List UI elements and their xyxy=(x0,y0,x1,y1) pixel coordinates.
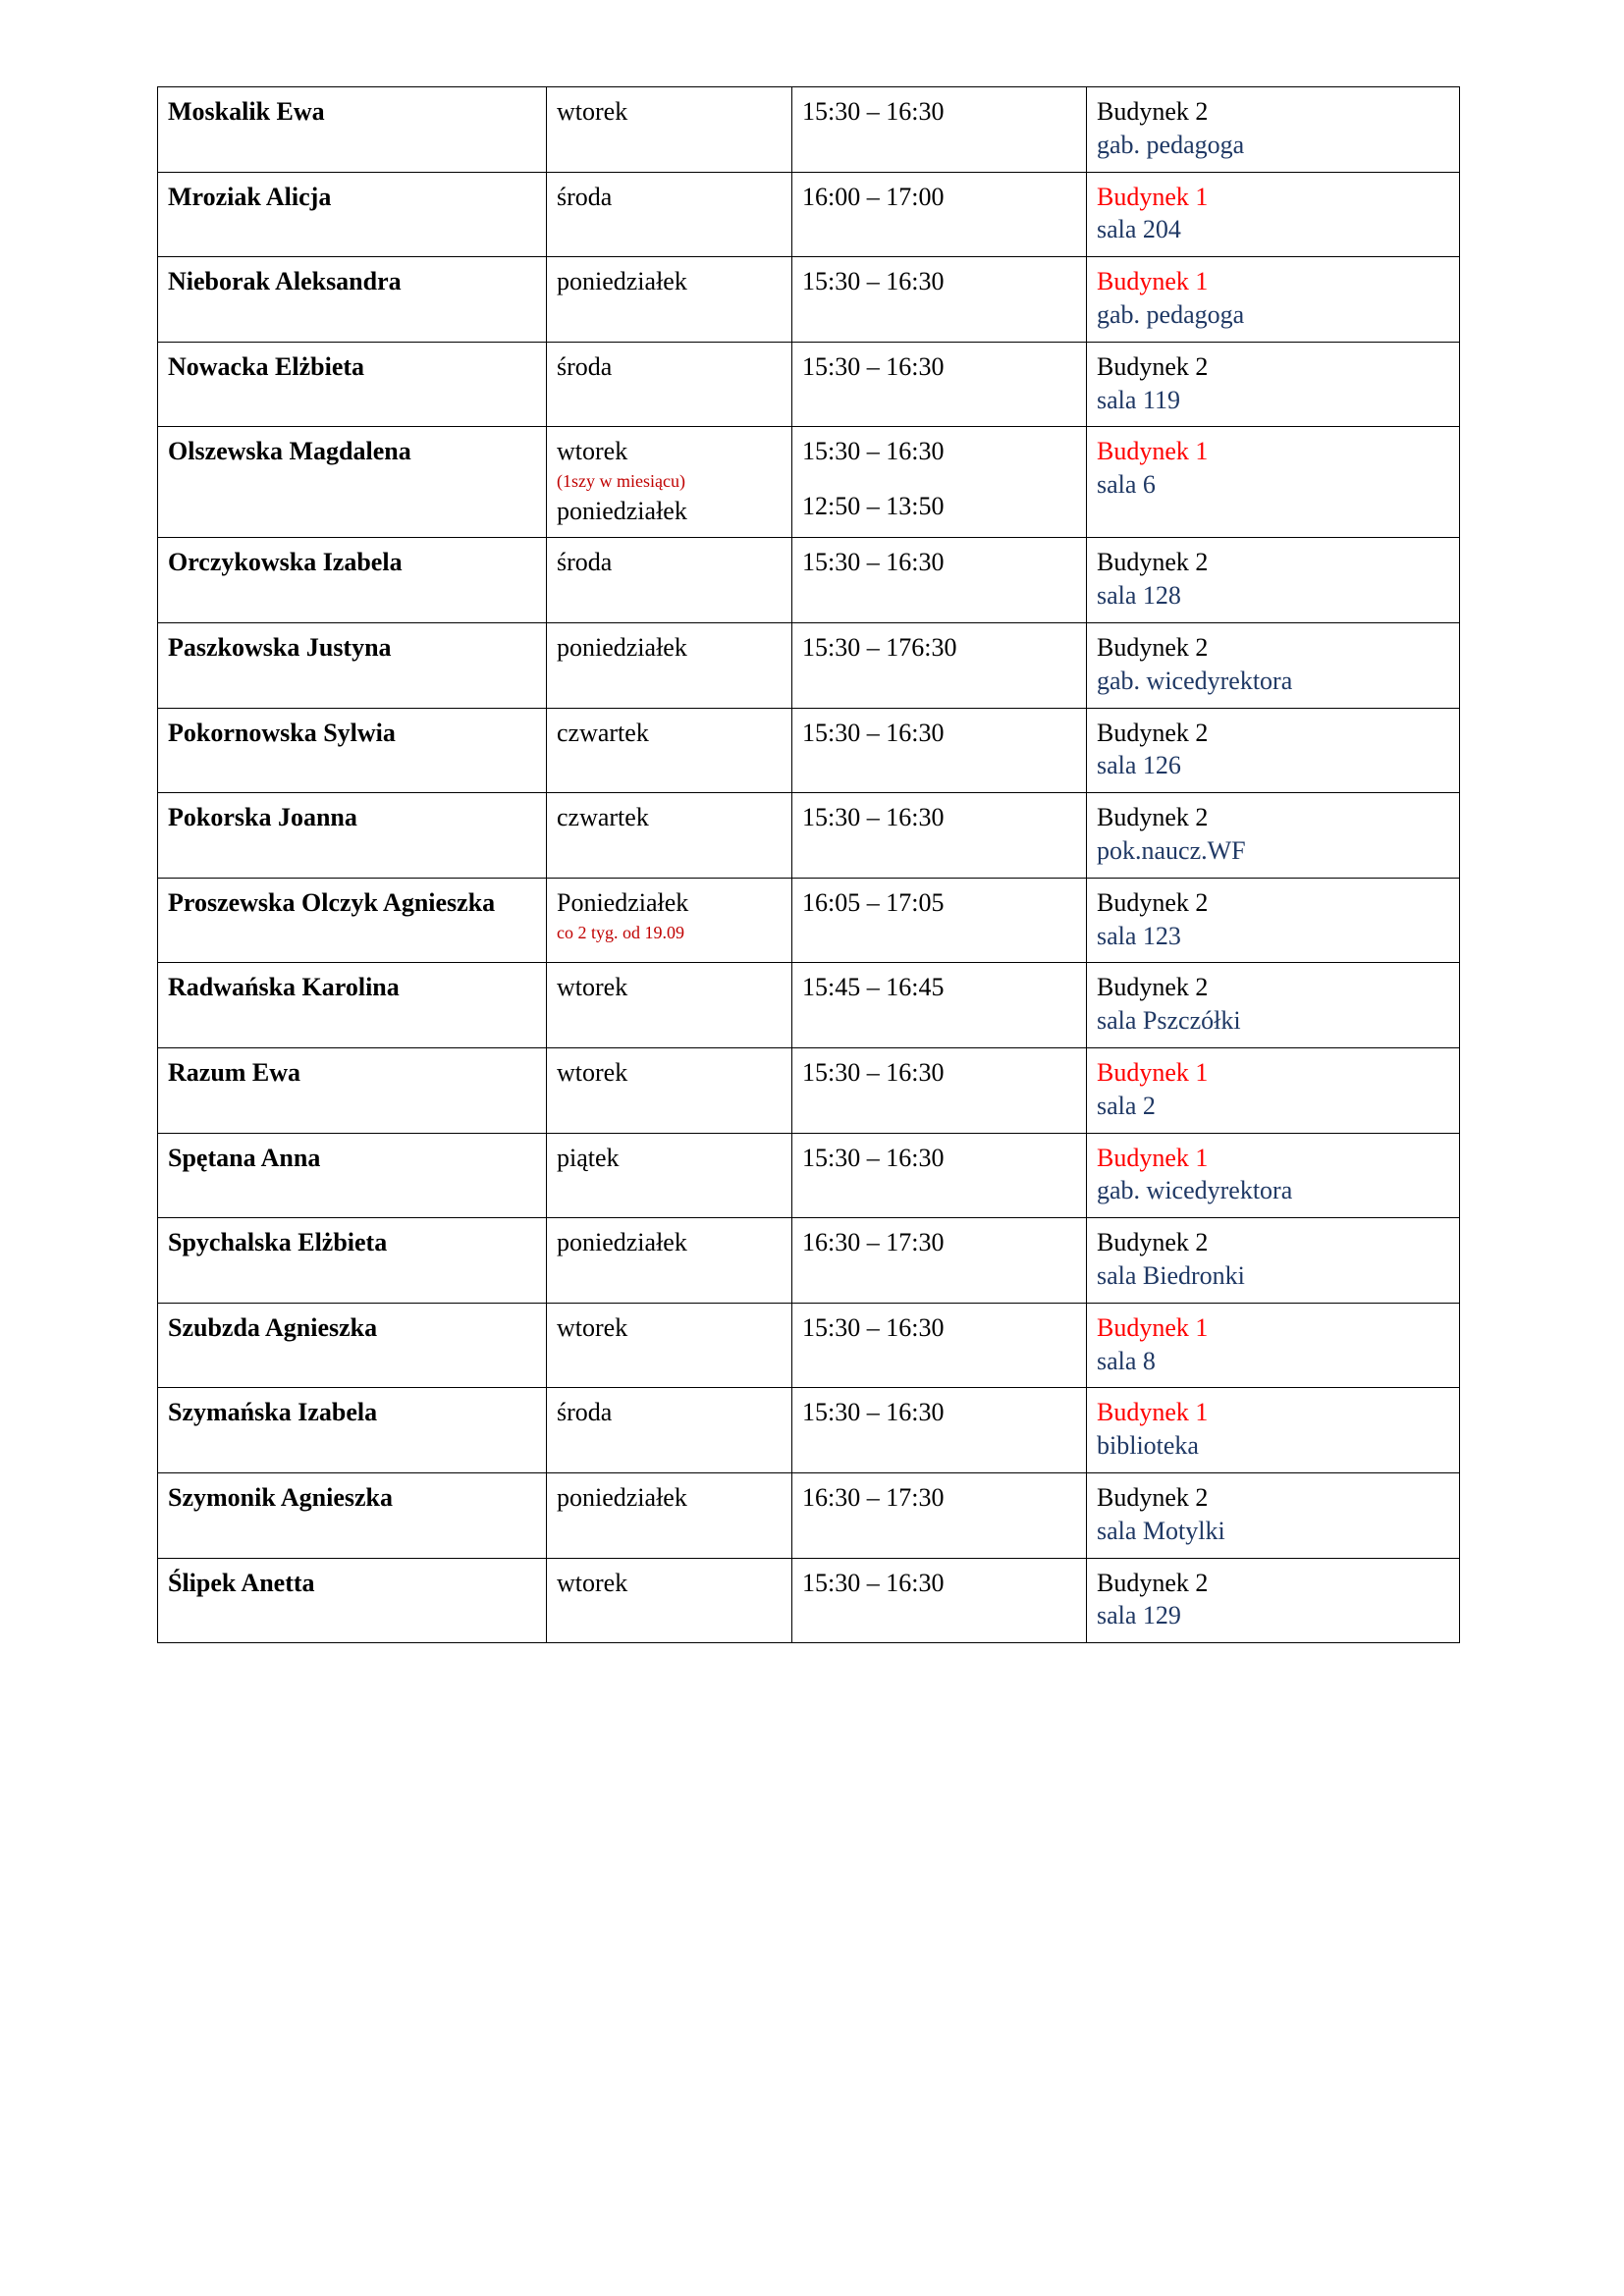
room-label: pok.naucz.WF xyxy=(1097,836,1246,866)
room-label: sala 204 xyxy=(1097,215,1181,244)
time-cell xyxy=(792,623,1087,709)
teacher-name: Radwańska Karolina xyxy=(158,963,547,1048)
time-cell xyxy=(792,342,1087,427)
room-label: sala 126 xyxy=(1097,751,1181,780)
time-label: 16:30 – 17:30 xyxy=(802,1228,945,1257)
place-cell xyxy=(1087,172,1460,257)
day-cell xyxy=(547,963,792,1048)
day-cell xyxy=(547,427,792,538)
place-cell xyxy=(1087,963,1460,1048)
table-row xyxy=(158,87,1460,173)
building-label: Budynek 1 xyxy=(1097,1312,1209,1342)
day-cell xyxy=(547,1558,792,1643)
building-label: Budynek 1 xyxy=(1097,1398,1209,1427)
building-label: Budynek 2 xyxy=(1097,1228,1209,1257)
teacher-name: Szymonik Agnieszka xyxy=(158,1473,547,1559)
time-cell xyxy=(792,427,1087,538)
building-label: Budynek 1 xyxy=(1097,182,1209,211)
room-label: gab. wicedyrektora xyxy=(1097,1176,1293,1205)
building-label: Budynek 1 xyxy=(1097,1143,1209,1172)
place-cell xyxy=(1087,342,1460,427)
building-label: Budynek 2 xyxy=(1097,351,1209,381)
teacher-name: Razum Ewa xyxy=(158,1048,547,1134)
building-label: Budynek 1 xyxy=(1097,1058,1209,1088)
room-label: sala 128 xyxy=(1097,581,1181,611)
teacher-name: Paszkowska Justyna xyxy=(158,623,547,709)
teacher-name: Moskalik Ewa xyxy=(158,87,547,173)
table-row xyxy=(158,1048,1460,1134)
room-label: sala 2 xyxy=(1097,1091,1156,1120)
table-row xyxy=(158,623,1460,709)
day-label: poniedziałek xyxy=(557,633,687,663)
building-label: Budynek 2 xyxy=(1097,718,1209,747)
time-cell xyxy=(792,257,1087,343)
place-cell xyxy=(1087,427,1460,538)
day-note: (1szy w miesiącu) xyxy=(557,471,685,492)
time-label: 15:30 – 16:30 xyxy=(802,97,945,126)
day-label-secondary: poniedziałek xyxy=(557,496,687,525)
room-label: sala Pszczółki xyxy=(1097,1006,1241,1036)
place-cell xyxy=(1087,1388,1460,1473)
day-cell xyxy=(547,257,792,343)
room-label: sala Motylki xyxy=(1097,1516,1225,1545)
table-row xyxy=(158,1133,1460,1218)
table-row xyxy=(158,1303,1460,1388)
day-label: poniedziałek xyxy=(557,267,687,296)
day-label: wtorek xyxy=(557,1568,628,1597)
place-cell xyxy=(1087,1558,1460,1643)
time-cell xyxy=(792,1218,1087,1304)
table-row xyxy=(158,963,1460,1048)
building-label: Budynek 2 xyxy=(1097,887,1209,917)
room-label: sala 119 xyxy=(1097,385,1180,414)
teacher-name: Orczykowska Izabela xyxy=(158,538,547,623)
consultation-schedule-table xyxy=(157,86,1460,1643)
time-cell xyxy=(792,538,1087,623)
place-cell xyxy=(1087,1303,1460,1388)
day-label: wtorek xyxy=(557,97,628,126)
table-row xyxy=(158,1558,1460,1643)
day-label: Poniedziałek xyxy=(557,887,689,917)
table-row xyxy=(158,172,1460,257)
day-label: czwartek xyxy=(557,718,649,747)
time-label: 15:30 – 16:30 xyxy=(802,803,945,832)
day-cell xyxy=(547,1388,792,1473)
day-label: piątek xyxy=(557,1143,620,1172)
room-label: sala 6 xyxy=(1097,470,1156,500)
building-label: Budynek 2 xyxy=(1097,633,1209,663)
building-label: Budynek 2 xyxy=(1097,97,1209,126)
place-cell xyxy=(1087,623,1460,709)
room-label: gab. wicedyrektora xyxy=(1097,666,1293,695)
time-cell xyxy=(792,172,1087,257)
day-label: poniedziałek xyxy=(557,1483,687,1512)
time-label: 15:45 – 16:45 xyxy=(802,973,945,1002)
building-label: Budynek 2 xyxy=(1097,548,1209,577)
time-label: 16:05 – 17:05 xyxy=(802,887,945,917)
day-label: wtorek xyxy=(557,1058,628,1088)
table-body xyxy=(158,87,1460,1643)
time-label: 15:30 – 16:30 xyxy=(802,548,945,577)
time-label: 15:30 – 16:30 xyxy=(802,267,945,296)
table-row xyxy=(158,257,1460,343)
place-cell xyxy=(1087,538,1460,623)
teacher-name: Pokorska Joanna xyxy=(158,793,547,879)
building-label: Budynek 2 xyxy=(1097,973,1209,1002)
table-row xyxy=(158,793,1460,879)
time-cell xyxy=(792,1388,1087,1473)
teacher-name: Proszewska Olczyk Agnieszka xyxy=(158,878,547,963)
day-cell xyxy=(547,538,792,623)
time-label: 15:30 – 16:30 xyxy=(802,1568,945,1597)
room-label: sala 123 xyxy=(1097,921,1181,950)
teacher-name: Mroziak Alicja xyxy=(158,172,547,257)
time-label: 16:00 – 17:00 xyxy=(802,182,945,211)
room-label: sala 8 xyxy=(1097,1346,1156,1375)
room-label: gab. pedagoga xyxy=(1097,130,1245,159)
teacher-name: Spętana Anna xyxy=(158,1133,547,1218)
teacher-name: Olszewska Magdalena xyxy=(158,427,547,538)
day-cell xyxy=(547,793,792,879)
place-cell xyxy=(1087,1133,1460,1218)
day-label: środa xyxy=(557,548,613,577)
building-label: Budynek 2 xyxy=(1097,1568,1209,1597)
time-cell xyxy=(792,1473,1087,1559)
place-cell xyxy=(1087,878,1460,963)
place-cell xyxy=(1087,257,1460,343)
day-label: wtorek xyxy=(557,973,628,1002)
day-label: wtorek xyxy=(557,437,628,466)
table-row xyxy=(158,1473,1460,1559)
place-cell xyxy=(1087,793,1460,879)
teacher-name: Pokornowska Sylwia xyxy=(158,708,547,793)
day-cell xyxy=(547,1218,792,1304)
day-cell xyxy=(547,342,792,427)
teacher-name: Nowacka Elżbieta xyxy=(158,342,547,427)
day-note: co 2 tyg. od 19.09 xyxy=(557,922,684,942)
room-label: biblioteka xyxy=(1097,1431,1199,1461)
room-label: sala 129 xyxy=(1097,1601,1181,1630)
time-cell xyxy=(792,1558,1087,1643)
table-row xyxy=(158,1388,1460,1473)
place-cell xyxy=(1087,1048,1460,1134)
time-label: 15:30 – 16:30 xyxy=(802,1312,945,1342)
time-cell xyxy=(792,878,1087,963)
time-cell xyxy=(792,1303,1087,1388)
teacher-name: Nieborak Aleksandra xyxy=(158,257,547,343)
table-row xyxy=(158,878,1460,963)
time-cell xyxy=(792,708,1087,793)
time-label: 16:30 – 17:30 xyxy=(802,1483,945,1512)
building-label: Budynek 2 xyxy=(1097,803,1209,832)
time-label: 15:30 – 16:30 xyxy=(802,351,945,381)
place-cell xyxy=(1087,1473,1460,1559)
day-label: czwartek xyxy=(557,803,649,832)
room-label: sala Biedronki xyxy=(1097,1261,1245,1291)
day-label: poniedziałek xyxy=(557,1228,687,1257)
place-cell xyxy=(1087,87,1460,173)
table-row xyxy=(158,708,1460,793)
time-label: 15:30 – 16:30 xyxy=(802,1058,945,1088)
day-label: środa xyxy=(557,1398,613,1427)
time-label: 15:30 – 176:30 xyxy=(802,633,957,663)
day-cell xyxy=(547,878,792,963)
day-cell xyxy=(547,1303,792,1388)
time-cell xyxy=(792,1133,1087,1218)
day-cell xyxy=(547,172,792,257)
time-cell xyxy=(792,963,1087,1048)
time-label: 15:30 – 16:30 xyxy=(802,1398,945,1427)
day-cell xyxy=(547,1133,792,1218)
table-row xyxy=(158,1218,1460,1304)
day-cell xyxy=(547,708,792,793)
room-label: gab. pedagoga xyxy=(1097,299,1245,329)
time-cell xyxy=(792,1048,1087,1134)
time-cell xyxy=(792,793,1087,879)
day-label: środa xyxy=(557,182,613,211)
teacher-name: Szymańska Izabela xyxy=(158,1388,547,1473)
day-label: środa xyxy=(557,351,613,381)
time-label: 15:30 – 16:30 xyxy=(802,718,945,747)
table-row xyxy=(158,538,1460,623)
day-cell xyxy=(547,623,792,709)
time-label: 15:30 – 16:30 xyxy=(802,1143,945,1172)
teacher-name: Spychalska Elżbieta xyxy=(158,1218,547,1304)
time-label-secondary: 12:50 – 13:50 xyxy=(802,492,945,521)
teacher-name: Szubzda Agnieszka xyxy=(158,1303,547,1388)
day-cell xyxy=(547,1473,792,1559)
building-label: Budynek 2 xyxy=(1097,1483,1209,1512)
day-cell xyxy=(547,1048,792,1134)
table-row xyxy=(158,342,1460,427)
building-label: Budynek 1 xyxy=(1097,437,1209,466)
place-cell xyxy=(1087,1218,1460,1304)
teacher-name: Ślipek Anetta xyxy=(158,1558,547,1643)
table-row xyxy=(158,427,1460,538)
day-label: wtorek xyxy=(557,1312,628,1342)
day-cell xyxy=(547,87,792,173)
place-cell xyxy=(1087,708,1460,793)
time-label: 15:30 – 16:30 xyxy=(802,437,945,466)
time-cell xyxy=(792,87,1087,173)
building-label: Budynek 1 xyxy=(1097,267,1209,296)
